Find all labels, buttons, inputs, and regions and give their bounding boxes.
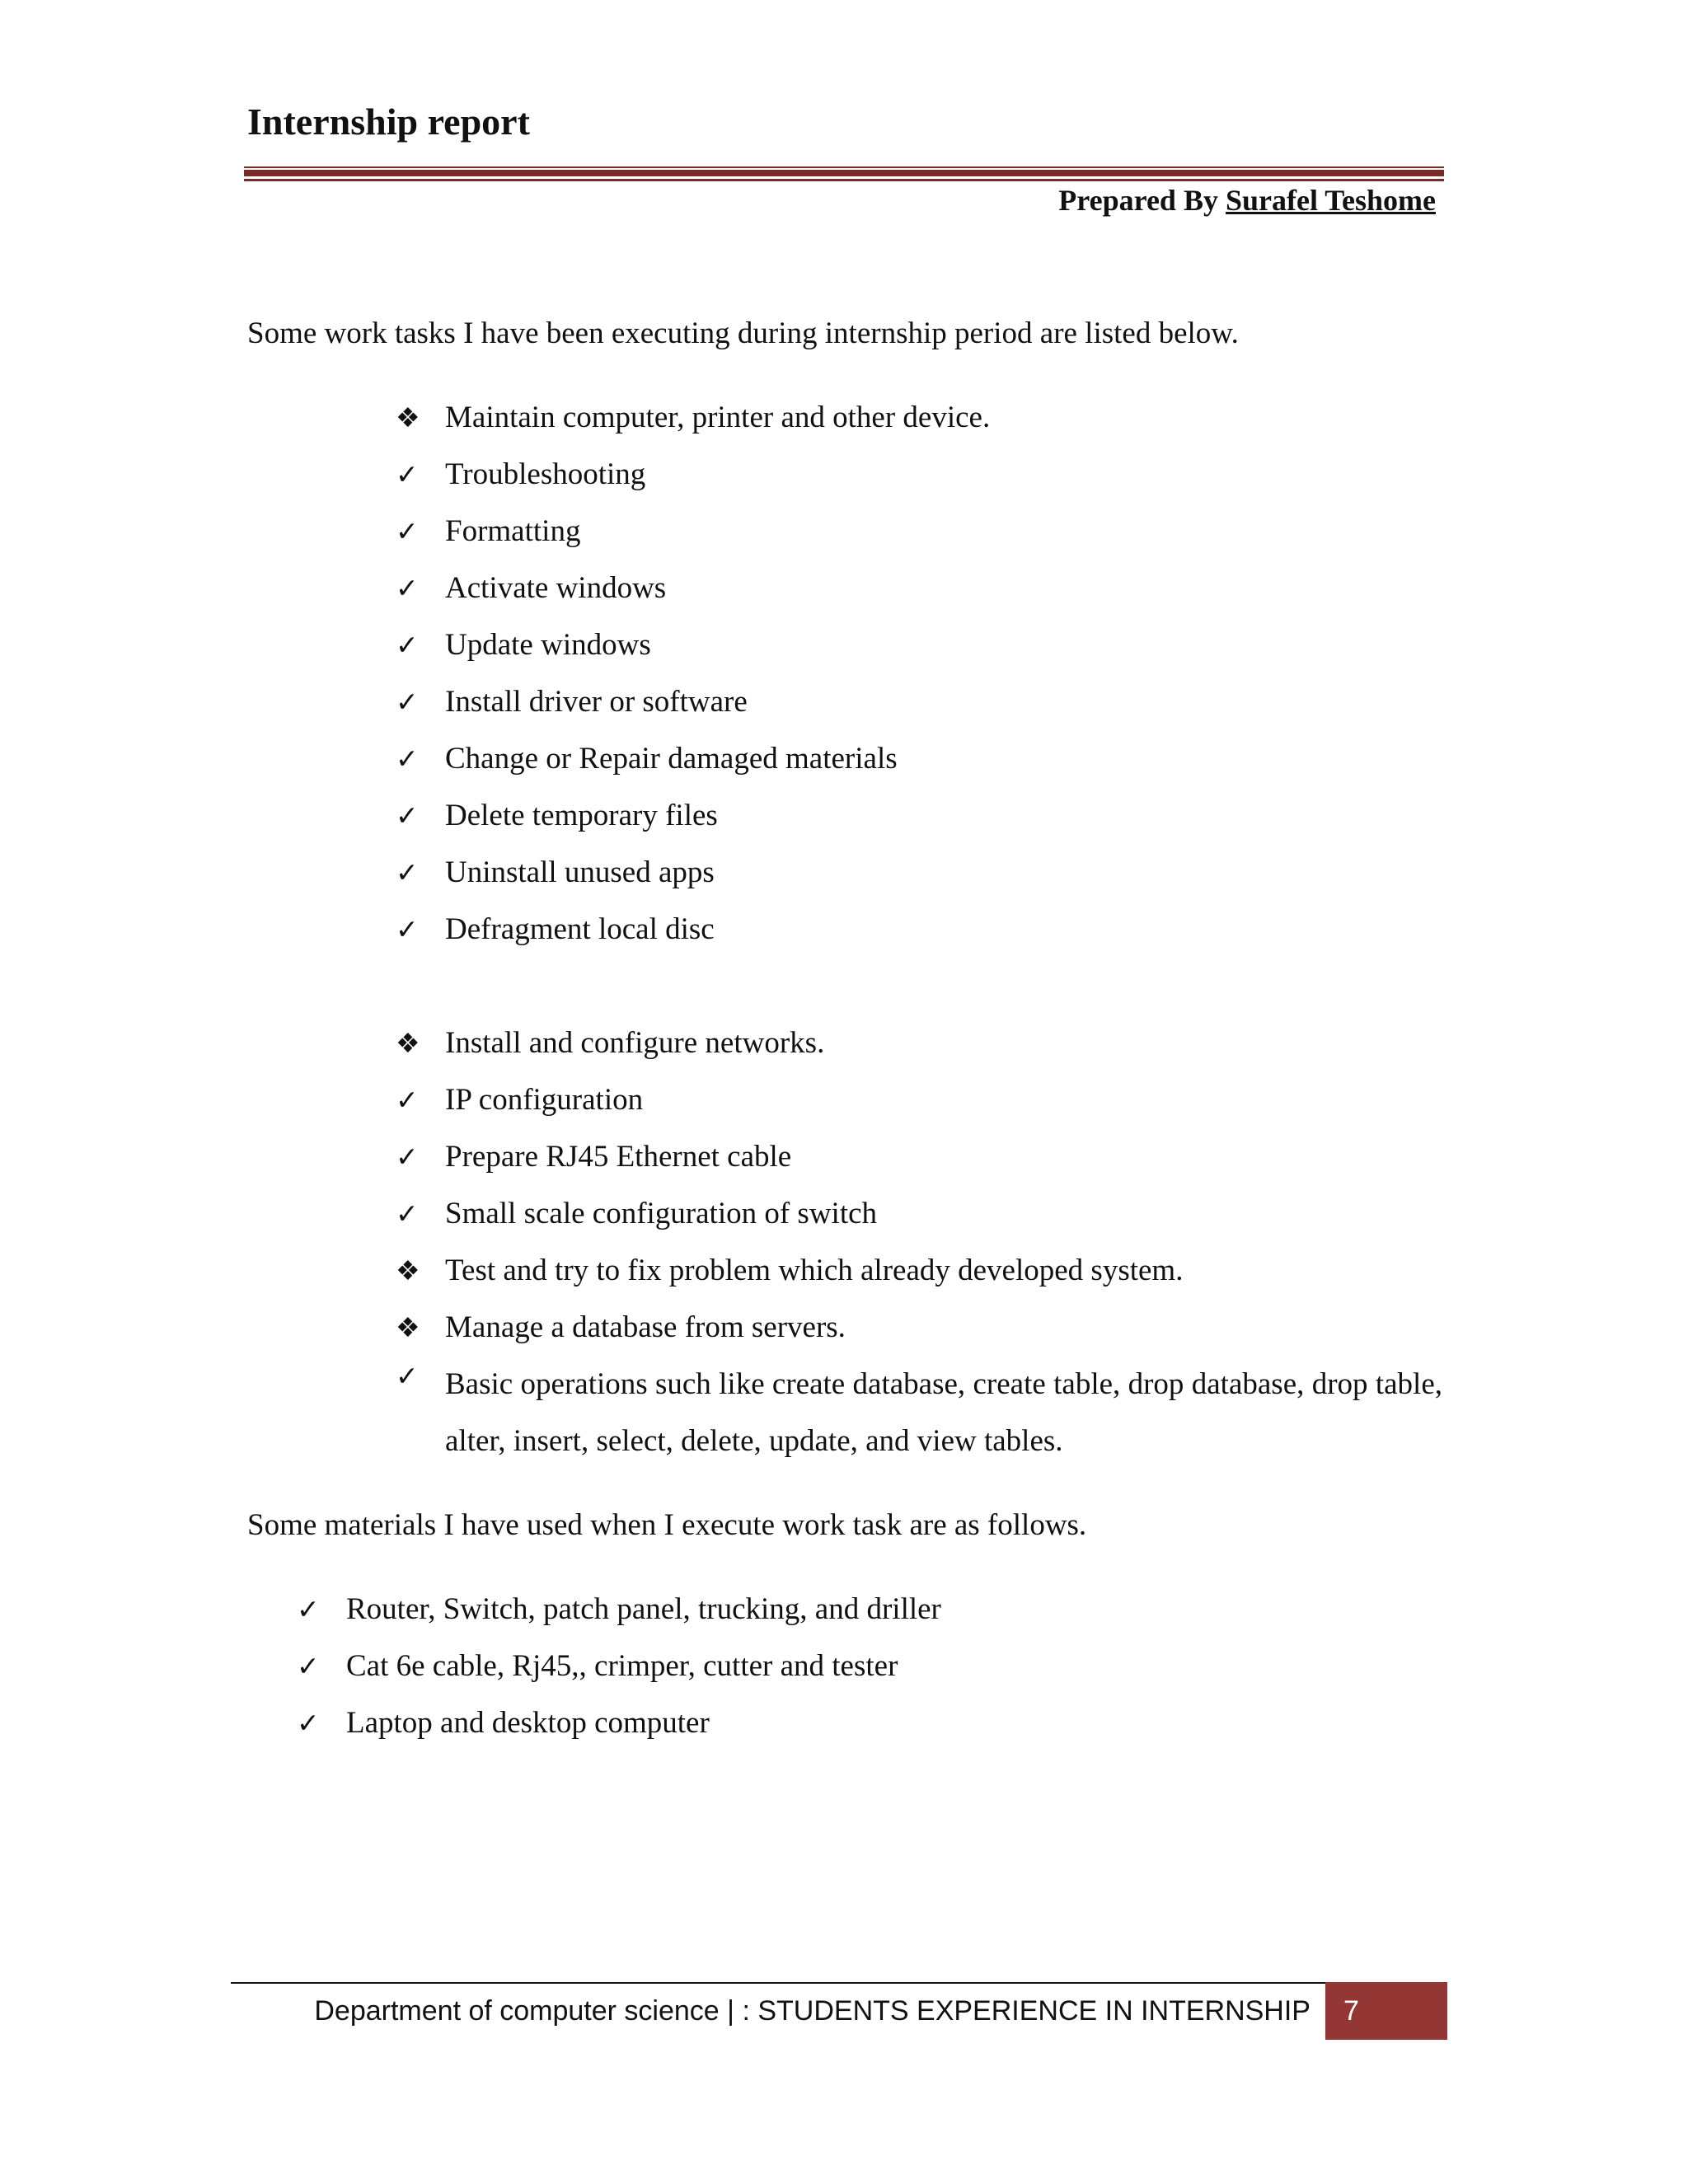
list-item-text: Test and try to fix problem which already developed system. [445, 1254, 1184, 1287]
list-item-text: Change or Repair damaged materials [445, 742, 898, 776]
list-item [396, 568, 1442, 625]
checkmark-icon: ✓ [396, 1360, 419, 1392]
list-item-text: Laptop and desktop computer [346, 1706, 710, 1740]
list-item-text: Manage a database from servers. [445, 1310, 846, 1344]
checkmark-icon: ✓ [396, 743, 419, 775]
list-item [396, 397, 1442, 454]
header-rule-thick [244, 170, 1444, 176]
checkmark-icon: ✓ [396, 572, 419, 604]
page-number: 7 [1325, 1982, 1447, 2040]
prepared-by [1058, 180, 1436, 221]
list-item [396, 625, 1442, 682]
list-item-text: Prepare RJ45 Ethernet cable [445, 1140, 792, 1174]
list-item-text: Update windows [445, 628, 651, 662]
checkmark-icon: ✓ [396, 1197, 419, 1230]
checkmark-icon: ✓ [396, 1084, 419, 1116]
list-item-text: Troubleshooting [445, 457, 646, 491]
list-item-text: Formatting [445, 514, 581, 548]
list-item-text: Cat 6e cable, Rj45,, crimper, cutter and tester [346, 1649, 898, 1683]
list-item [297, 1703, 1442, 1760]
list-item [396, 1250, 1442, 1307]
diamond-bullet-icon: ❖ [396, 1027, 420, 1059]
list-item-text: Router, Switch, patch panel, trucking, and driller [346, 1592, 941, 1626]
list-spacer [396, 966, 1442, 1023]
list-item [396, 795, 1442, 852]
checkmark-icon: ✓ [396, 629, 419, 661]
author-name: Surafel Teshome [1225, 184, 1436, 217]
list-item [396, 1137, 1442, 1193]
header-rule-top [244, 166, 1444, 168]
checkmark-icon: ✓ [396, 799, 419, 832]
checkmark-icon: ✓ [396, 686, 419, 718]
intro-materials-paragraph: Some materials I have used when I execute work task are as follows. [247, 1508, 1087, 1542]
report-title: Internship report [247, 101, 530, 143]
tasks-list [396, 397, 1442, 1469]
list-item-text: Delete temporary files [445, 799, 718, 832]
prepared-label: Prepared By [1058, 184, 1218, 217]
checkmark-icon: ✓ [396, 856, 419, 888]
list-item [396, 682, 1442, 738]
list-item-text: Maintain computer, printer and other device. [445, 401, 991, 434]
list-item [396, 1023, 1442, 1080]
list-item [297, 1646, 1442, 1703]
list-item-text: Defragment local disc [445, 912, 715, 946]
checkmark-icon: ✓ [396, 913, 419, 945]
intro-tasks-paragraph: Some work tasks I have been executing during internship period are listed below. [247, 316, 1239, 350]
diamond-bullet-icon: ❖ [396, 401, 420, 434]
list-item [396, 454, 1442, 511]
checkmark-icon: ✓ [396, 458, 419, 490]
list-item-text: Uninstall unused apps [445, 855, 715, 889]
list-item-text: Install driver or software [445, 685, 748, 719]
list-item-text: Activate windows [445, 571, 667, 605]
diamond-bullet-icon: ❖ [396, 1254, 420, 1286]
diamond-bullet-icon: ❖ [396, 1311, 420, 1343]
list-item-text: Basic operations such like create database, create table, drop database, drop table, alter, insert, select, delete, update, and view tables. [445, 1367, 1442, 1458]
checkmark-icon: ✓ [396, 515, 419, 547]
list-item-text: IP configuration [445, 1083, 644, 1117]
list-item [396, 1356, 1442, 1469]
checkmark-icon: ✓ [297, 1593, 320, 1625]
checkmark-icon: ✓ [396, 1141, 419, 1173]
list-item [297, 1589, 1442, 1646]
list-item-text: Install and configure networks. [445, 1026, 825, 1060]
materials-list [297, 1589, 1442, 1760]
footer-text: Department of computer science | : STUDENTS EXPERIENCE IN INTERNSHIP [314, 1995, 1311, 2027]
list-item-text: Small scale configuration of switch [445, 1197, 878, 1230]
checkmark-icon: ✓ [297, 1707, 320, 1739]
list-item [396, 909, 1442, 966]
list-item [396, 511, 1442, 568]
list-item [396, 738, 1442, 795]
list-item [396, 1080, 1442, 1137]
list-item [396, 1193, 1442, 1250]
checkmark-icon: ✓ [297, 1650, 320, 1682]
list-item [396, 852, 1442, 909]
